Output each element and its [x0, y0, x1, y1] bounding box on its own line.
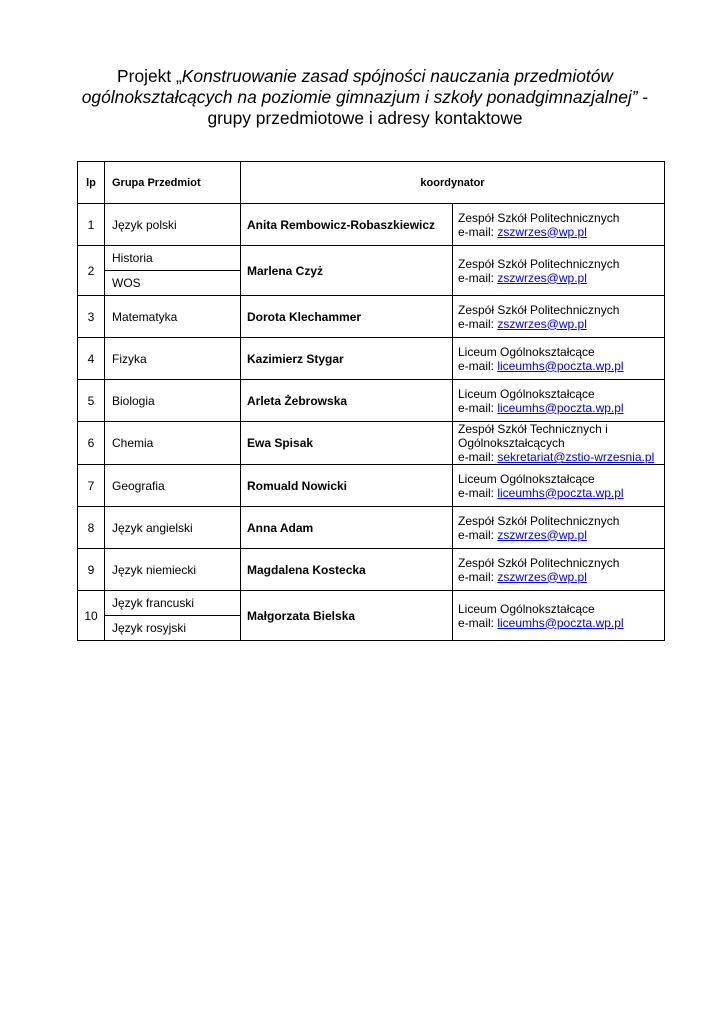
row-contact: [453, 549, 665, 591]
row-email-line: [458, 616, 664, 630]
row-coordinator-name: Anita Rembowicz-Robaszkiewicz: [241, 204, 453, 246]
title-suffix: - grupy przedmiotowe i adresy kontaktowe: [207, 87, 649, 128]
email-prefix: e-mail:: [458, 224, 498, 239]
row-subject: Historia: [105, 246, 241, 271]
row-email-line: [458, 570, 664, 584]
row-institution: Zespół Szkół Politechnicznych: [458, 555, 620, 570]
table-row: [78, 549, 665, 591]
header-coordinator: koordynator: [241, 162, 665, 204]
row-lp: 2: [78, 246, 105, 296]
row-lp: 9: [78, 549, 105, 591]
document-title: [70, 66, 660, 129]
row-institution: Liceum Ogólnokształcące: [458, 601, 595, 616]
email-link[interactable]: zszwrzes@wp.pl: [497, 527, 587, 542]
row-subject: Chemia: [105, 422, 241, 465]
row-subject: Fizyka: [105, 338, 241, 380]
row-email-line: [458, 317, 664, 331]
contacts-table: [77, 161, 665, 641]
row-contact: [453, 204, 665, 246]
row-coordinator-name: Kazimierz Stygar: [241, 338, 453, 380]
row-subject: Geografia: [105, 465, 241, 507]
email-link[interactable]: zszwrzes@wp.pl: [497, 569, 587, 584]
header-group: Grupa Przedmiot: [105, 162, 241, 204]
row-contact: [453, 380, 665, 422]
row-coordinator-name: Małgorzata Bielska: [241, 591, 453, 641]
table-row: [78, 422, 665, 465]
row-coordinator-name: Marlena Czyż: [241, 246, 453, 296]
table-row: [78, 591, 665, 616]
title-project-name: Konstruowanie zasad spójności nauczania przedmiotów ogólnokształcących na poziomie gimnazjum i szkoły ponadgimnazjalnej”: [81, 66, 638, 107]
row-email-line: [458, 450, 664, 464]
table-row: [78, 507, 665, 549]
email-link[interactable]: liceumhs@poczta.wp.pl: [497, 400, 624, 415]
row-contact: [453, 338, 665, 380]
row-lp: 8: [78, 507, 105, 549]
table-row: [78, 465, 665, 507]
row-email-line: [458, 271, 664, 285]
row-institution: Zespół Szkół Technicznych i Ogólnokształcących: [458, 422, 608, 450]
row-subject: Język polski: [105, 204, 241, 246]
row-contact: [453, 422, 665, 465]
row-institution: Liceum Ogólnokształcące: [458, 471, 595, 486]
row-subject: WOS: [105, 271, 241, 296]
row-lp: 3: [78, 296, 105, 338]
header-lp: lp: [78, 162, 105, 204]
row-email-line: [458, 225, 664, 239]
row-coordinator-name: Arleta Żebrowska: [241, 380, 453, 422]
table-row: [78, 246, 665, 271]
email-prefix: e-mail:: [458, 569, 498, 584]
email-prefix: e-mail:: [458, 485, 498, 500]
table-header-row: [78, 162, 665, 204]
email-prefix: e-mail:: [458, 615, 498, 630]
row-subject: Biologia: [105, 380, 241, 422]
row-contact: [453, 246, 665, 296]
row-email-line: [458, 401, 664, 415]
row-contact: [453, 465, 665, 507]
email-prefix: e-mail:: [458, 527, 498, 542]
row-contact: [453, 591, 665, 641]
table-row: [78, 380, 665, 422]
email-prefix: e-mail:: [458, 358, 498, 373]
email-link[interactable]: liceumhs@poczta.wp.pl: [497, 485, 624, 500]
email-prefix: e-mail:: [458, 316, 498, 331]
row-institution: Zespół Szkół Politechnicznych: [458, 256, 620, 271]
row-lp: 1: [78, 204, 105, 246]
row-subject: Język francuski: [105, 591, 241, 616]
email-link[interactable]: zszwrzes@wp.pl: [497, 316, 587, 331]
row-institution: Zespół Szkół Politechnicznych: [458, 513, 620, 528]
title-prefix: Projekt „: [117, 66, 182, 86]
row-coordinator-name: Ewa Spisak: [241, 422, 453, 465]
row-email-line: [458, 359, 664, 373]
row-coordinator-name: Romuald Nowicki: [241, 465, 453, 507]
table-row: [78, 204, 665, 246]
row-subject: Matematyka: [105, 296, 241, 338]
email-link[interactable]: zszwrzes@wp.pl: [497, 270, 587, 285]
row-email-line: [458, 528, 664, 542]
email-prefix: e-mail:: [458, 270, 498, 285]
row-institution: Liceum Ogólnokształcące: [458, 386, 595, 401]
row-lp: 10: [78, 591, 105, 641]
row-contact: [453, 296, 665, 338]
email-prefix: e-mail:: [458, 450, 498, 464]
row-institution: Zespół Szkół Politechnicznych: [458, 210, 620, 225]
row-institution: Liceum Ogólnokształcące: [458, 344, 595, 359]
row-coordinator-name: Magdalena Kostecka: [241, 549, 453, 591]
row-email-line: [458, 486, 664, 500]
email-link[interactable]: zszwrzes@wp.pl: [497, 224, 587, 239]
table-row: [78, 296, 665, 338]
row-coordinator-name: Dorota Klechammer: [241, 296, 453, 338]
row-lp: 5: [78, 380, 105, 422]
email-link[interactable]: liceumhs@poczta.wp.pl: [497, 358, 624, 373]
row-contact: [453, 507, 665, 549]
row-lp: 6: [78, 422, 105, 465]
row-subject: Język angielski: [105, 507, 241, 549]
row-coordinator-name: Anna Adam: [241, 507, 453, 549]
row-subject: Język rosyjski: [105, 616, 241, 641]
row-lp: 4: [78, 338, 105, 380]
email-prefix: e-mail:: [458, 400, 498, 415]
table-row: [78, 338, 665, 380]
row-subject: Język niemiecki: [105, 549, 241, 591]
email-link[interactable]: liceumhs@poczta.wp.pl: [497, 615, 624, 630]
row-institution: Zespół Szkół Politechnicznych: [458, 302, 620, 317]
email-link[interactable]: sekretariat@zstio-wrzesnia.pl: [497, 450, 655, 464]
row-lp: 7: [78, 465, 105, 507]
